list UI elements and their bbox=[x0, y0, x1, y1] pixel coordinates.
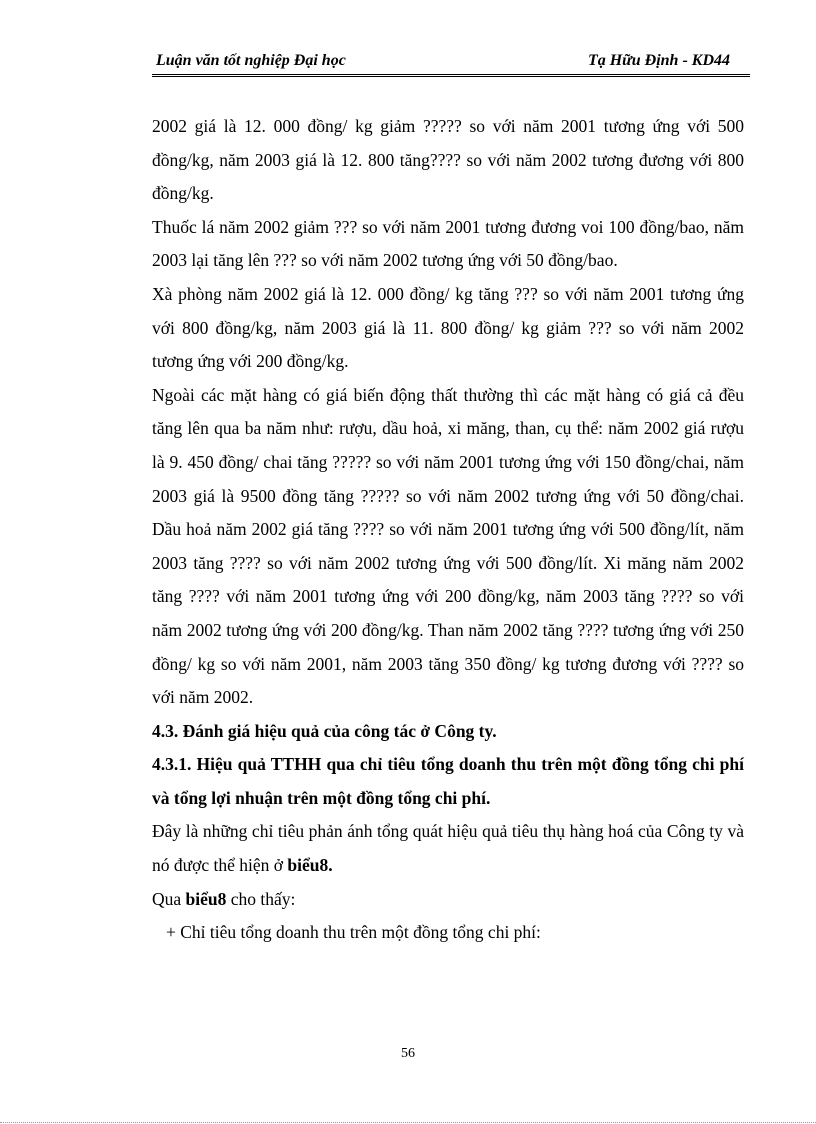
page-header bbox=[152, 50, 750, 77]
intro-paragraph bbox=[152, 815, 744, 882]
qua-text-before: Qua bbox=[152, 888, 186, 909]
paragraph-soap-price: Xà phòng năm 2002 giá là 12. 000 đồng/ kg tăng ??? so với năm 2001 tương ứng với 800 đồng/kg, năm 2003 giá là 11. 800 đồng/ kg giảm ??? so với năm 2002 tương ứng với 200 đồng/kg. bbox=[152, 283, 744, 372]
paragraph-cigarette-price: Thuốc lá năm 2002 giảm ??? so với năm 2001 tương đương voi 100 đồng/bao, năm 2003 lại tăng lên ??? so với năm 2002 tương ứng với 50 đồng/bao. bbox=[152, 216, 744, 271]
paragraph-other-goods: Ngoài các mặt hàng có giá biến động thất thường thì các mặt hàng có giá cả đều tăng lên qua ba năm như: rượu, dầu hoả, xi măng, than, cụ thể: năm 2002 giá rượu là 9. 450 đồng/ chai tăng ????? so với năm 2001 tương ứng với 150 đồng/chai, năm 2003 giá là 9500 đồng tăng ????? so với năm 2002 tương ứng với 50 đồng/chai. Dầu hoả năm 2002 giá tăng ???? so với năm 2001 tương ứng với 500 đồng/lít, năm 2003 tăng ???? so với năm 2002 tương ứng với 500 đồng/lít. Xi măng năm 2002 tăng ???? với năm 2001 tương ứng với 200 đồng/kg, năm 2003 tăng ???? so với năm 2002 tương ứng với 200 đồng/kg. Than năm 2002 tăng ???? tương ứng với 250 đồng/ kg so với năm 2001, năm 2003 tăng 350 đồng/ kg tương đương với ???? so với năm 2002. bbox=[152, 384, 744, 708]
subsection-heading: 4.3.1. Hiệu quả TTHH qua chỉ tiêu tổng doanh thu trên một đồng tổng chi phí và tổng lợi nhuận trên một đồng tổng chi phí. bbox=[152, 754, 744, 808]
qua-bold-ref: biểu8 bbox=[185, 888, 227, 909]
page-number: 56 bbox=[401, 1046, 415, 1061]
paragraph-sugar-price: 2002 giá là 12. 000 đồng/ kg giảm ????? so với năm 2001 tương ứng với 500 đồng/kg, năm 2003 giá là 12. 800 tăng???? so với năm 2002 tương đương với 800 đồng/kg. bbox=[152, 116, 744, 204]
header-author: Tạ Hữu Định - KD44 bbox=[587, 52, 730, 69]
page-body bbox=[152, 110, 744, 950]
qua-text-after: cho thấy: bbox=[226, 888, 296, 909]
bullet-item: + Chỉ tiêu tổng doanh thu trên một đồng tổng chi phí: bbox=[166, 922, 541, 943]
header-thesis-title: Luận văn tốt nghiệp Đại học bbox=[156, 52, 346, 69]
intro-bold-ref: biểu8. bbox=[287, 855, 333, 876]
intro-text: Đây là những chỉ tiêu phản ánh tổng quát hiệu quả tiêu thụ hàng hoá của Công ty và nó được thể hiện ở bbox=[152, 821, 744, 876]
qua-paragraph bbox=[152, 883, 744, 917]
section-heading: 4.3. Đánh giá hiệu quả của công tác ở Công ty. bbox=[152, 720, 497, 741]
